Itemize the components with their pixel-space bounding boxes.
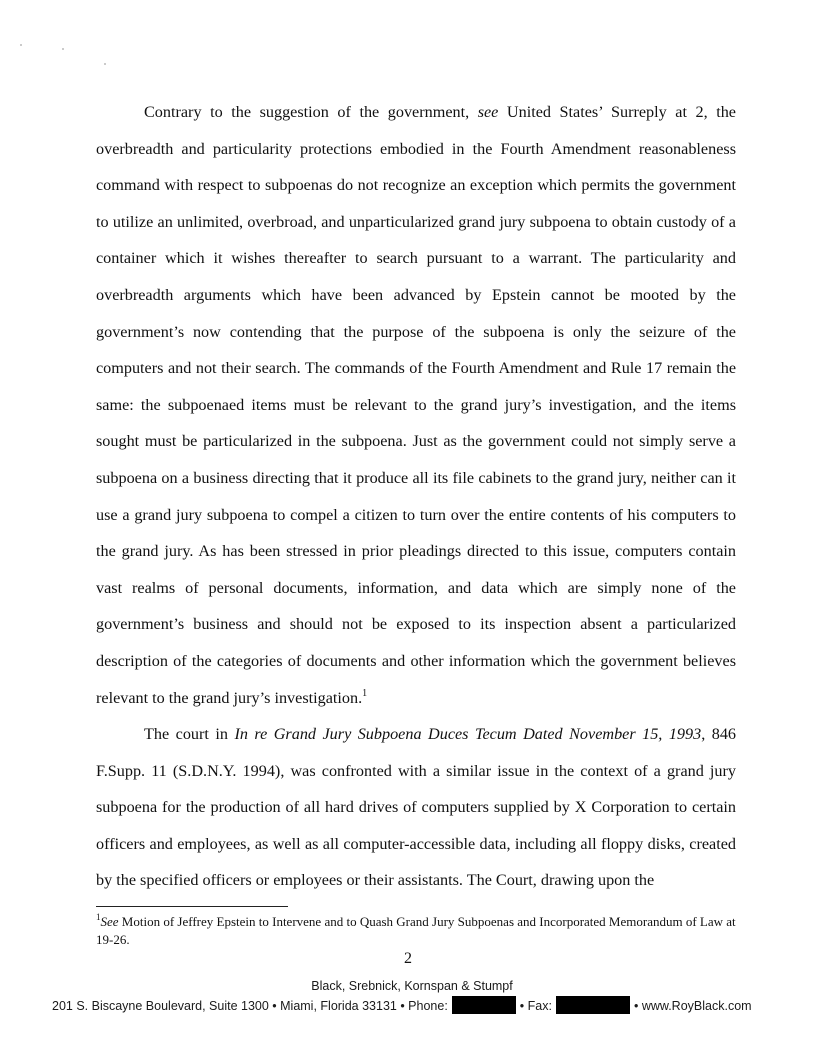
scan-speck [104, 63, 106, 65]
letterhead-footer [0, 978, 816, 1013]
fax-label: • Fax: [519, 999, 552, 1013]
footnote-reference[interactable]: 1 [362, 687, 368, 699]
signal-see: see [477, 103, 499, 121]
footnote-signal: See [100, 914, 119, 929]
footnote-divider [96, 906, 288, 907]
footnote [96, 913, 746, 949]
footnote-number: 1 [96, 912, 101, 922]
scan-speck [20, 44, 22, 46]
paragraph-1 [96, 94, 736, 716]
firm-address: 201 S. Biscayne Boulevard, Suite 1300 • Miami, Florida 33131 • Phone: [52, 999, 448, 1013]
redacted-phone [452, 996, 516, 1014]
paragraph-2-text-a: The court in [144, 725, 235, 744]
redacted-fax [556, 996, 630, 1014]
firm-name: Black, Srebnick, Kornspan & Stumpf [311, 979, 513, 993]
firm-website-link[interactable]: • www.RoyBlack.com [633, 999, 752, 1013]
scan-speck [62, 48, 64, 50]
page-number: 2 [404, 950, 412, 967]
footnote-text: Motion of Jeffrey Epstein to Intervene and to Quash Grand Jury Subpoenas and Incorporated Memorandum of Law at 19-26. [96, 914, 736, 947]
body-text [96, 94, 736, 899]
paragraph-1-text-a: Contrary to the suggestion of the government, [144, 103, 478, 121]
paragraph-2 [96, 716, 736, 899]
paragraph-1-text-b: United States’ Surreply at 2, the overbreadth and particularity protections embodied in the Fourth Amendment reasonableness command with respect to subpoenas do not recognize an exception which permits the government to utilize an unlimited, overbroad, and unparticularized grand jury subpoena to obtain custody of a container which it wishes thereafter to search pursuant to a warrant. The particularity and overbreadth arguments which have been advanced by Epstein cannot be mooted by the government’s now contending that the purpose of the subpoena is only the seizure of the computers and not their search. The commands of the Fourth Amendment and Rule 17 remain the same: the subpoenaed items must be relevant to the grand jury’s investigation, and the items sought must be particularized in the subpoena. Just as the government could not simply serve a subpoena on a business directing that it produce all its file cabinets to the grand jury, neither can it use a grand jury subpoena to compel a citizen to turn over the entire contents of his computers to the grand jury. As has been stressed in prior pleadings directed to this issue, computers contain vast realms of personal documents, information, and data which are simply none of the government’s business and should not be exposed to its inspection absent a particularized description of the categories of documents and other information which the government believes relevant to the grand jury’s investigation. [96, 103, 736, 707]
paragraph-2-text-b: , 846 F.Supp. 11 (S.D.N.Y. 1994), was confronted with a similar issue in the context of a grand jury subpoena for the production of all hard drives of computers supplied by X Corporation to certain officers and employees, as well as all computer-accessible data, including all floppy disks, created by the specified officers or employees or their assistants. The Court, drawing upon the [96, 725, 737, 890]
firm-contact-line [52, 996, 752, 1015]
case-citation: In re Grand Jury Subpoena Duces Tecum Dated November 15, 1993 [234, 725, 702, 744]
